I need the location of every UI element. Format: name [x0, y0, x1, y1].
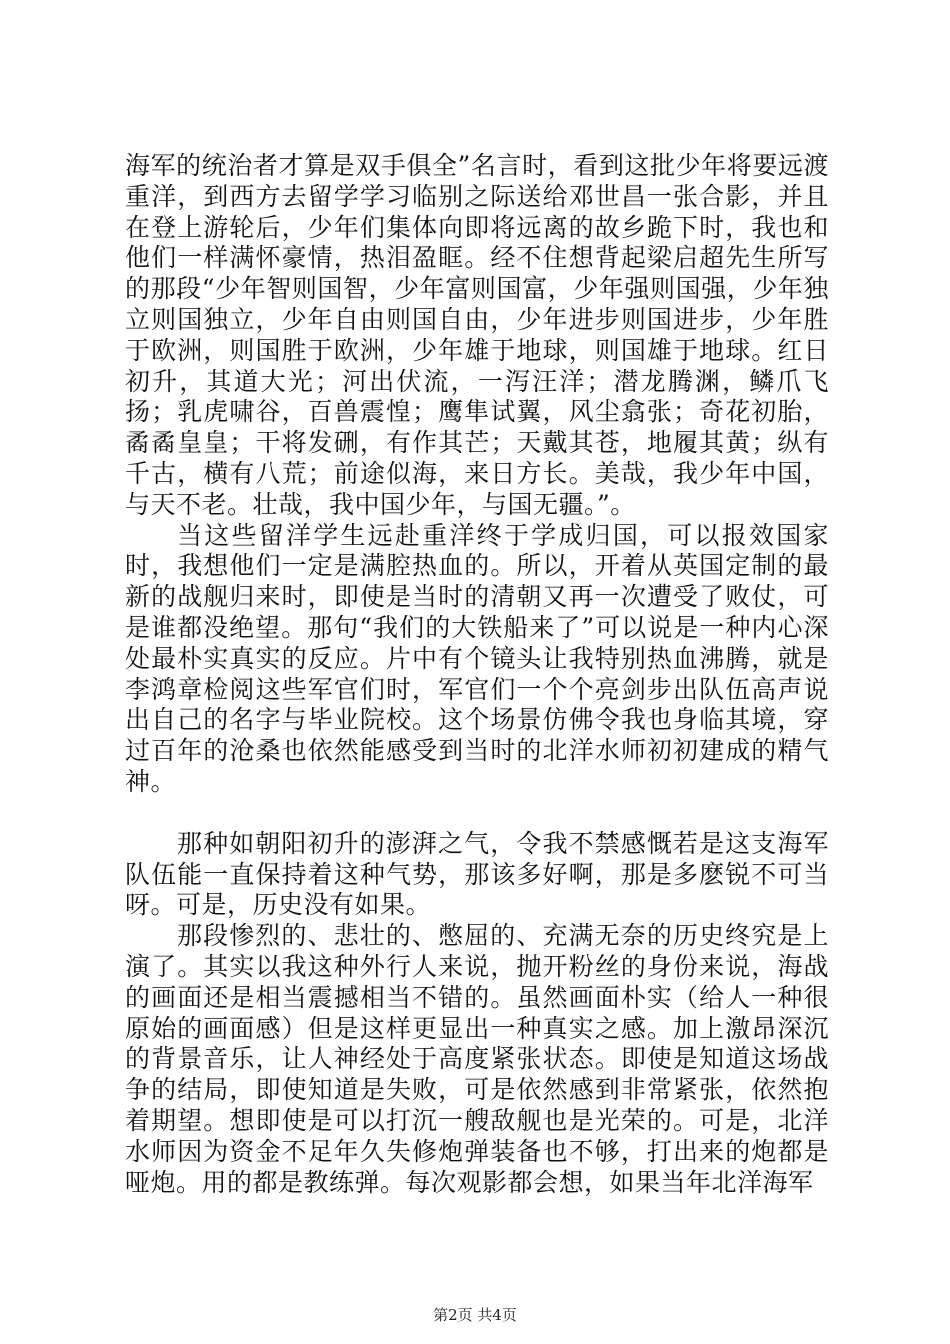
- document-body: [125, 151, 829, 1198]
- paragraph-4: 那段惨烈的、悲壮的、憋屈的、充满无奈的历史终究是上演了。其实以我这种外行人来说，抛开粉丝的身份来说，海战的画面还是相当震撼相当不错的。虽然画面朴实（给人一种很原始的画面感）但是这样更显出一种真实之感。加上激昂深沉的背景音乐，让人神经处于高度紧张状态。即使是知道这场战争的结局，即使知道是失败，可是依然感到非常紧张，依然抱着期望。想即使是可以打沉一艘敌舰也是光荣的。可是，北洋水师因为资金不足年久失修炮弹装备也不够，打出来的炮都是哑炮。用的都是教练弹。每次观影都会想，如果当年北洋海军: [125, 921, 829, 1197]
- paragraph-1: 海军的统治者才算是双手俱全”名言时，看到这批少年将要远渡重洋，到西方去留学学习临别之际送给邓世昌一张合影，并且在登上游轮后，少年们集体向即将远离的故乡跪下时，我也和他们一样满怀豪情，热泪盈眶。经不住想背起梁启超先生所写的那段“少年智则国智，少年富则国富，少年强则国强，少年独立则国独立，少年自由则国自由，少年进步则国进步，少年胜于欧洲，则国胜于欧洲，少年雄于地球，则国雄于地球。红日初升，其道大光；河出伏流，一泻汪洋；潜龙腾渊，鳞爪飞扬；乳虎啸谷，百兽震惶；鹰隼试翼，风尘翕张；奇花初胎，矞矞皇皇；干将发硎，有作其芒；天戴其苍，地履其黄；纵有千古，横有八荒；前途似海，来日方长。美哉，我少年中国，与天不老。壮哉，我中国少年，与国无疆。”。: [125, 151, 829, 519]
- page-number-indicator: 第2页 共4页: [433, 1306, 517, 1324]
- page-footer: [0, 1306, 950, 1324]
- paragraph-3: 那种如朝阳初升的澎湃之气，令我不禁感慨若是这支海军队伍能一直保持着这种气势，那该多好啊，那是多麽锐不可当呀。可是，历史没有如果。: [125, 828, 829, 920]
- paragraph-2: 当这些留洋学生远赴重洋终于学成归国，可以报效国家时，我想他们一定是满腔热血的。所以，开着从英国定制的最新的战舰归来时，即使是当时的清朝又再一次遭受了败仗，可是谁都没绝望。那句“我们的大铁船来了”可以说是一种内心深处最朴实真实的反应。片中有个镜头让我特别热血沸腾，就是李鸿章检阅这些军官们时，军官们一个个亮剑步出队伍高声说出自己的名字与毕业院校。这个场景仿佛令我也身临其境，穿过百年的沧桑也依然能感受到当时的北洋水师初初建成的精气神。: [125, 520, 829, 796]
